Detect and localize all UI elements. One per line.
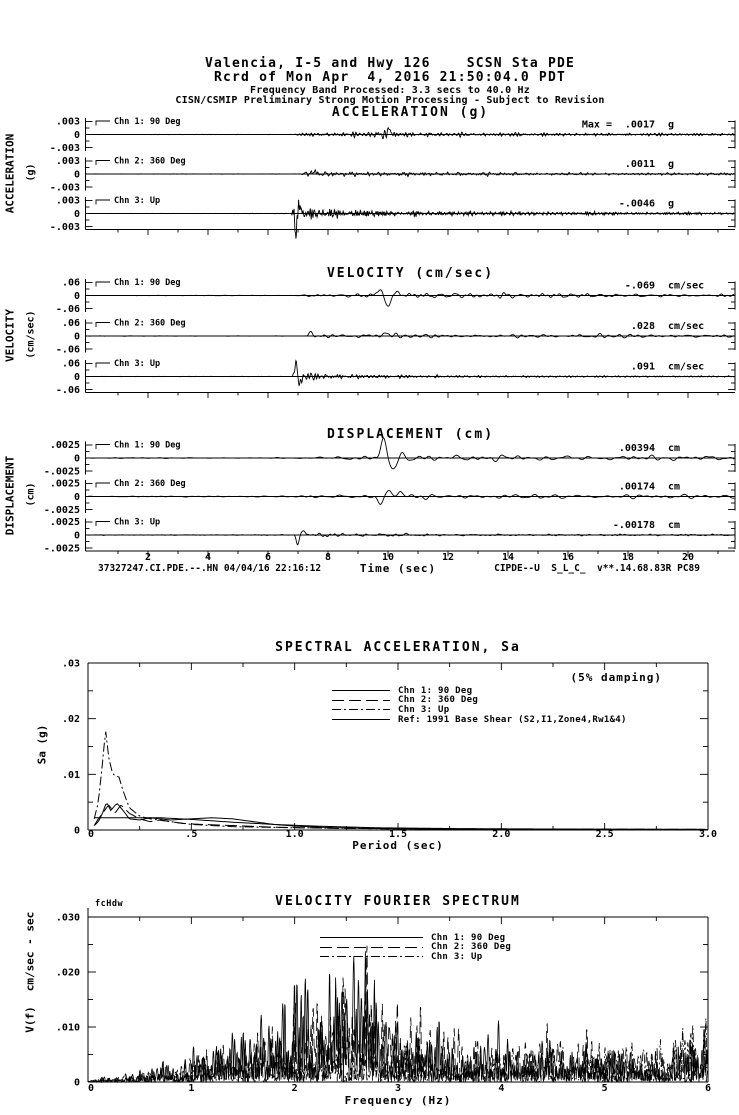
acceleration-axis-units: (g)	[25, 163, 37, 182]
period-axis-label: Period (sec)	[352, 839, 444, 852]
channel-label: Chn 2: 360 Deg	[114, 156, 186, 167]
frequency-axis-label: Frequency (Hz)	[344, 1094, 452, 1107]
y-tick-label: .0025	[49, 478, 80, 490]
max-value-label: -.069	[624, 280, 655, 292]
damping-note: (5% damping)	[570, 671, 662, 684]
channel-bracket	[96, 522, 110, 527]
legend-label: Chn 2: 360 Deg	[431, 942, 512, 953]
sa-curve	[94, 732, 707, 830]
acceleration-section-title: ACCELERATION (g)	[331, 105, 490, 120]
y-tick-label: 0	[73, 372, 80, 383]
y-tick-label: .02	[61, 714, 80, 726]
max-value-label: -.00178	[612, 520, 655, 531]
max-prefix-label: Max =	[581, 119, 612, 131]
spectral-acceleration-title: SPECTRAL ACCELERATION, Sa	[275, 640, 521, 655]
x-tick-label: 18	[621, 552, 635, 563]
legend-item	[332, 686, 627, 696]
legend-line-sample	[320, 933, 423, 942]
y-tick-label: .03	[61, 658, 80, 670]
y-tick-label: 0	[73, 1077, 80, 1089]
legend-label: Ref: 1991 Base Shear (S2,I1,Zone4,Rw1&4)	[398, 714, 627, 725]
max-unit-label: cm	[668, 443, 681, 454]
processing-code-footer: CIPDE--U S_L_C_ v**.14.68.83R PC89	[494, 563, 700, 574]
max-unit-label: cm/sec	[668, 361, 705, 373]
x-tick-label: 4	[204, 552, 212, 563]
legend-item	[320, 952, 511, 962]
y-tick-label: 0	[73, 130, 80, 141]
legend-label: Chn 2: 360 Deg	[398, 695, 479, 706]
y-tick-label: 0	[73, 331, 80, 343]
waveform-trace	[88, 531, 734, 545]
max-unit-label: g	[668, 159, 675, 170]
x-tick-label: 8	[324, 552, 332, 563]
x-tick-label: 2	[144, 552, 152, 563]
channel-label: Chn 3: Up	[114, 517, 161, 528]
y-tick-label: 0	[73, 492, 80, 503]
y-tick-label: 0	[73, 291, 80, 302]
max-unit-label: cm/sec	[668, 280, 705, 292]
legend-item	[320, 933, 511, 943]
max-value-label: -.0046	[618, 198, 655, 210]
channel-bracket	[96, 323, 110, 328]
y-tick-label: .003	[55, 156, 80, 168]
x-tick-label: 1	[188, 1083, 195, 1094]
x-tick-label: 14	[501, 552, 515, 563]
max-value-label: .0017	[624, 119, 655, 131]
legend-label: Chn 3: Up	[431, 951, 483, 962]
y-tick-label: 0	[73, 453, 80, 465]
channel-bracket	[96, 282, 110, 287]
y-tick-label: -.06	[55, 344, 80, 356]
max-value-label: .00174	[618, 481, 655, 493]
y-tick-label: 0	[73, 169, 80, 181]
y-tick-label: 0	[73, 825, 80, 837]
max-value-label: .0011	[624, 159, 655, 170]
waveform-trace	[88, 170, 734, 177]
channel-label: Chn 1: 90 Deg	[114, 440, 181, 451]
legend-label: Chn 3: Up	[398, 704, 450, 715]
fourier-spectrum-title: VELOCITY FOURIER SPECTRUM	[275, 894, 521, 909]
legend-label: Chn 1: 90 Deg	[398, 685, 473, 696]
max-value-label: .091	[630, 361, 655, 373]
y-tick-label: -.003	[49, 182, 80, 194]
channel-label: Chn 3: Up	[114, 196, 161, 206]
x-tick-label: 10	[381, 552, 395, 563]
fourier-y-axis-label: V(f)	[23, 1006, 37, 1033]
displacement-axis-units: (cm)	[25, 482, 37, 507]
legend-label: Chn 1: 90 Deg	[431, 932, 506, 943]
y-tick-label: .003	[55, 195, 80, 207]
legend-item	[332, 705, 627, 715]
y-tick-label: -.0025	[43, 466, 80, 478]
waveform-trace	[88, 491, 734, 505]
y-tick-label: 0	[73, 209, 80, 220]
y-tick-label: .003	[55, 116, 80, 128]
x-tick-label: 20	[681, 552, 695, 563]
channel-bracket	[96, 363, 110, 368]
y-tick-label: -.003	[49, 143, 80, 154]
record-id-footer: 37327247.CI.PDE.--.HN 04/04/16 22:16:12	[98, 563, 322, 574]
y-tick-label: -.003	[49, 222, 80, 233]
x-tick-label: 6	[264, 552, 272, 563]
waveform-trace	[88, 290, 734, 306]
y-tick-label: .020	[55, 967, 80, 979]
max-unit-label: cm	[668, 481, 681, 493]
y-tick-label: .06	[61, 358, 80, 370]
legend-line-sample	[320, 943, 423, 952]
y-tick-label: .0025	[49, 517, 80, 529]
channel-bracket	[96, 445, 110, 450]
acceleration-axis-label: ACCELERATION	[3, 133, 17, 214]
sa-y-axis-label: Sa (g)	[35, 724, 49, 765]
legend-line-sample	[320, 952, 423, 961]
x-tick-label: 3	[394, 1083, 402, 1094]
velocity-axis-label: VELOCITY	[3, 309, 17, 362]
x-tick-label: 2.5	[595, 829, 614, 840]
x-tick-label: 4	[498, 1083, 505, 1094]
x-tick-label: 2.0	[492, 829, 511, 840]
y-tick-label: .0025	[49, 440, 80, 452]
channel-label: Chn 2: 360 Deg	[114, 479, 186, 489]
displacement-axis-label: DISPLACEMENT	[3, 455, 17, 536]
max-value-label: .028	[630, 321, 655, 332]
x-tick-label: 1.0	[285, 829, 304, 840]
max-unit-label: cm	[668, 520, 681, 531]
legend-item	[332, 696, 627, 706]
x-tick-label: .5	[185, 829, 198, 840]
y-tick-label: -.0025	[43, 505, 80, 516]
velocity-axis-units: (cm/sec)	[25, 310, 37, 359]
channel-bracket	[96, 200, 110, 205]
time-axis-label: Time (sec)	[359, 562, 437, 575]
sa-curve	[94, 804, 707, 830]
x-tick-label: 2	[291, 1083, 298, 1094]
y-tick-label: -.06	[55, 385, 80, 396]
x-tick-label: 16	[561, 552, 575, 563]
x-tick-label: 3.0	[698, 829, 718, 840]
channel-label: Chn 1: 90 Deg	[114, 117, 181, 127]
x-tick-label: 5	[601, 1083, 608, 1094]
velocity-section-title: VELOCITY (cm/sec)	[326, 266, 495, 281]
channel-bracket	[96, 121, 110, 126]
max-unit-label: cm/sec	[668, 321, 705, 332]
fourier-legend	[320, 933, 511, 962]
report-title-line3: Frequency Band Processed: 3.3 secs to 40.0 Hz	[250, 85, 530, 96]
fourier-corner-note: fcHdw	[95, 899, 124, 909]
y-tick-label: .01	[61, 769, 80, 781]
legend-item	[320, 943, 511, 953]
channel-label: Chn 3: Up	[114, 359, 161, 369]
report-title-line2: Rcrd of Mon Apr 4, 2016 21:50:04.0 PDT	[213, 70, 567, 85]
x-tick-label: 1.5	[388, 829, 408, 840]
displacement-section-title: DISPLACEMENT (cm)	[326, 427, 495, 442]
x-tick-label: 0	[87, 1083, 95, 1094]
channel-label: Chn 2: 360 Deg	[114, 318, 186, 329]
y-tick-label: .010	[55, 1022, 80, 1034]
y-tick-label: -.0025	[43, 543, 80, 555]
legend-line-sample	[332, 686, 390, 695]
legend-line-sample	[332, 715, 390, 724]
waveform-trace	[88, 331, 734, 338]
report-title-line4: CISN/CSMIP Preliminary Strong Motion Processing - Subject to Revision	[175, 95, 605, 106]
max-unit-label: g	[668, 198, 675, 210]
channel-label: Chn 1: 90 Deg	[114, 278, 181, 288]
legend-line-sample	[332, 696, 390, 705]
channel-bracket	[96, 483, 110, 488]
sa-curve	[94, 806, 707, 830]
y-tick-label: 0	[73, 530, 80, 542]
legend-line-sample	[332, 705, 390, 714]
x-tick-label: 6	[704, 1083, 712, 1094]
y-tick-label: .06	[61, 318, 80, 330]
max-unit-label: g	[668, 119, 675, 131]
channel-bracket	[96, 161, 110, 166]
y-tick-label: .030	[55, 912, 80, 924]
fourier-y-axis-units: cm/sec - sec	[23, 911, 37, 992]
y-tick-label: .06	[61, 277, 80, 289]
legend-item	[332, 715, 627, 725]
y-tick-label: -.06	[55, 304, 80, 315]
max-value-label: .00394	[618, 443, 655, 454]
x-tick-label: 0	[87, 829, 95, 840]
x-tick-label: 12	[441, 552, 455, 563]
report-title-line1: Valencia, I-5 and Hwy 126 SCSN Sta PDE	[204, 56, 576, 71]
sa-legend	[332, 686, 627, 724]
